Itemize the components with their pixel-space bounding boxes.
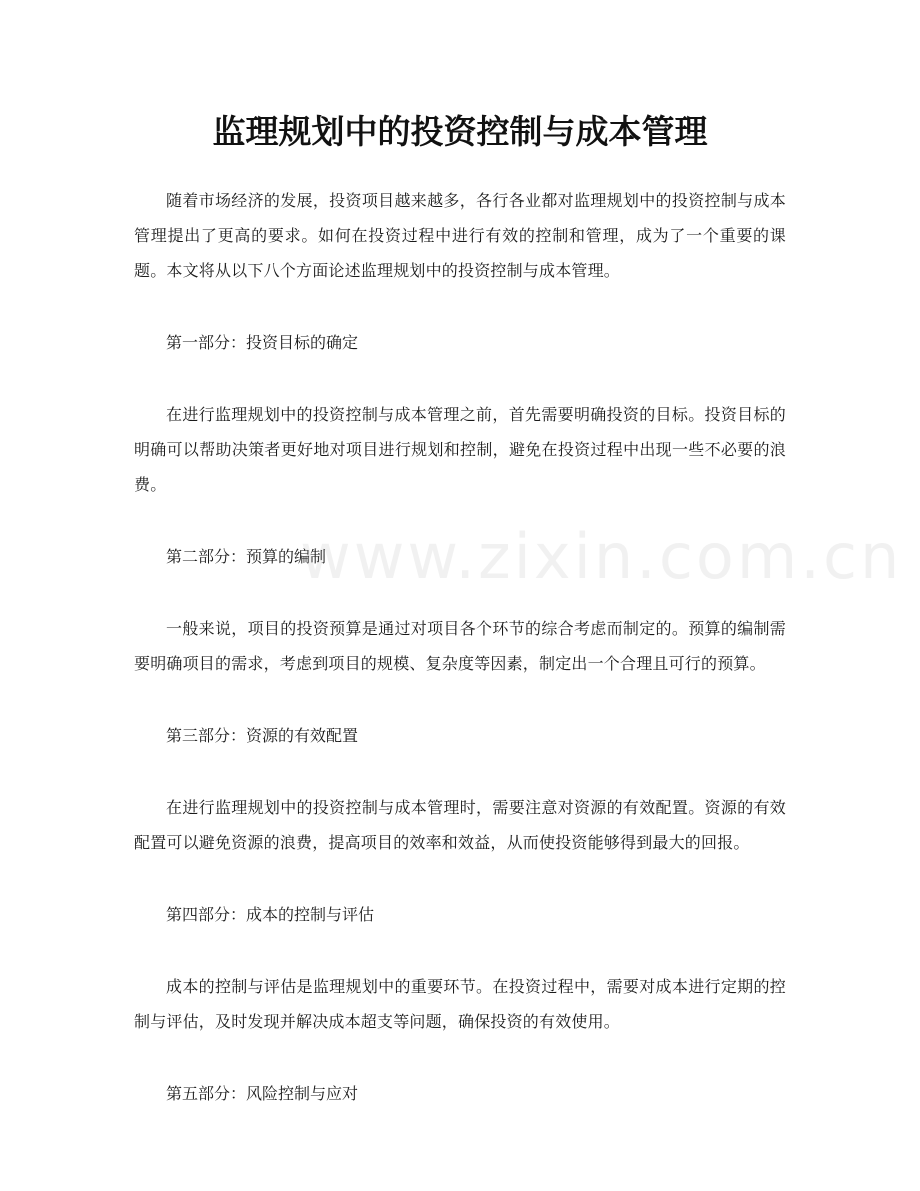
intro-paragraph: 随着市场经济的发展，投资项目越来越多，各行各业都对监理规划中的投资控制与成本管理提出了更高的要求。如何在投资过程中进行有效的控制和管理，成为了一个重要的课题。本文将从以下八个方面论述监理规划中的投资控制与成本管理。 xyxy=(134,191,786,280)
section-1-paragraph: 在进行监理规划中的投资控制与成本管理之前，首先需要明确投资的目标。投资目标的明确可以帮助决策者更好地对项目进行规划和控制，避免在投资过程中出现一些不必要的浪费。 xyxy=(134,405,786,494)
section-3-paragraph: 在进行监理规划中的投资控制与成本管理时，需要注意对资源的有效配置。资源的有效配置可以避免资源的浪费，提高项目的效率和效益，从而使投资能够得到最大的回报。 xyxy=(134,798,786,852)
section-1-heading: 第一部分：投资目标的确定 xyxy=(166,333,359,352)
section-4-heading: 第四部分：成本的控制与评估 xyxy=(166,905,375,924)
section-3-heading: 第三部分：资源的有效配置 xyxy=(166,726,359,745)
section-4-paragraph: 成本的控制与评估是监理规划中的重要环节。在投资过程中，需要对成本进行定期的控制与评估，及时发现并解决成本超支等问题，确保投资的有效使用。 xyxy=(134,977,786,1031)
document-body xyxy=(134,183,786,1148)
watermark-text: www.zixin.com.cn xyxy=(300,520,903,593)
section-5-heading: 第五部分：风险控制与应对 xyxy=(166,1084,359,1103)
section-2-heading: 第二部分：预算的编制 xyxy=(166,547,327,566)
page-title: 监理规划中的投资控制与成本管理 xyxy=(212,112,708,151)
section-2-paragraph: 一般来说，项目的投资预算是通过对项目各个环节的综合考虑而制定的。预算的编制需要明确项目的需求，考虑到项目的规模、复杂度等因素，制定出一个合理且可行的预算。 xyxy=(134,619,786,673)
